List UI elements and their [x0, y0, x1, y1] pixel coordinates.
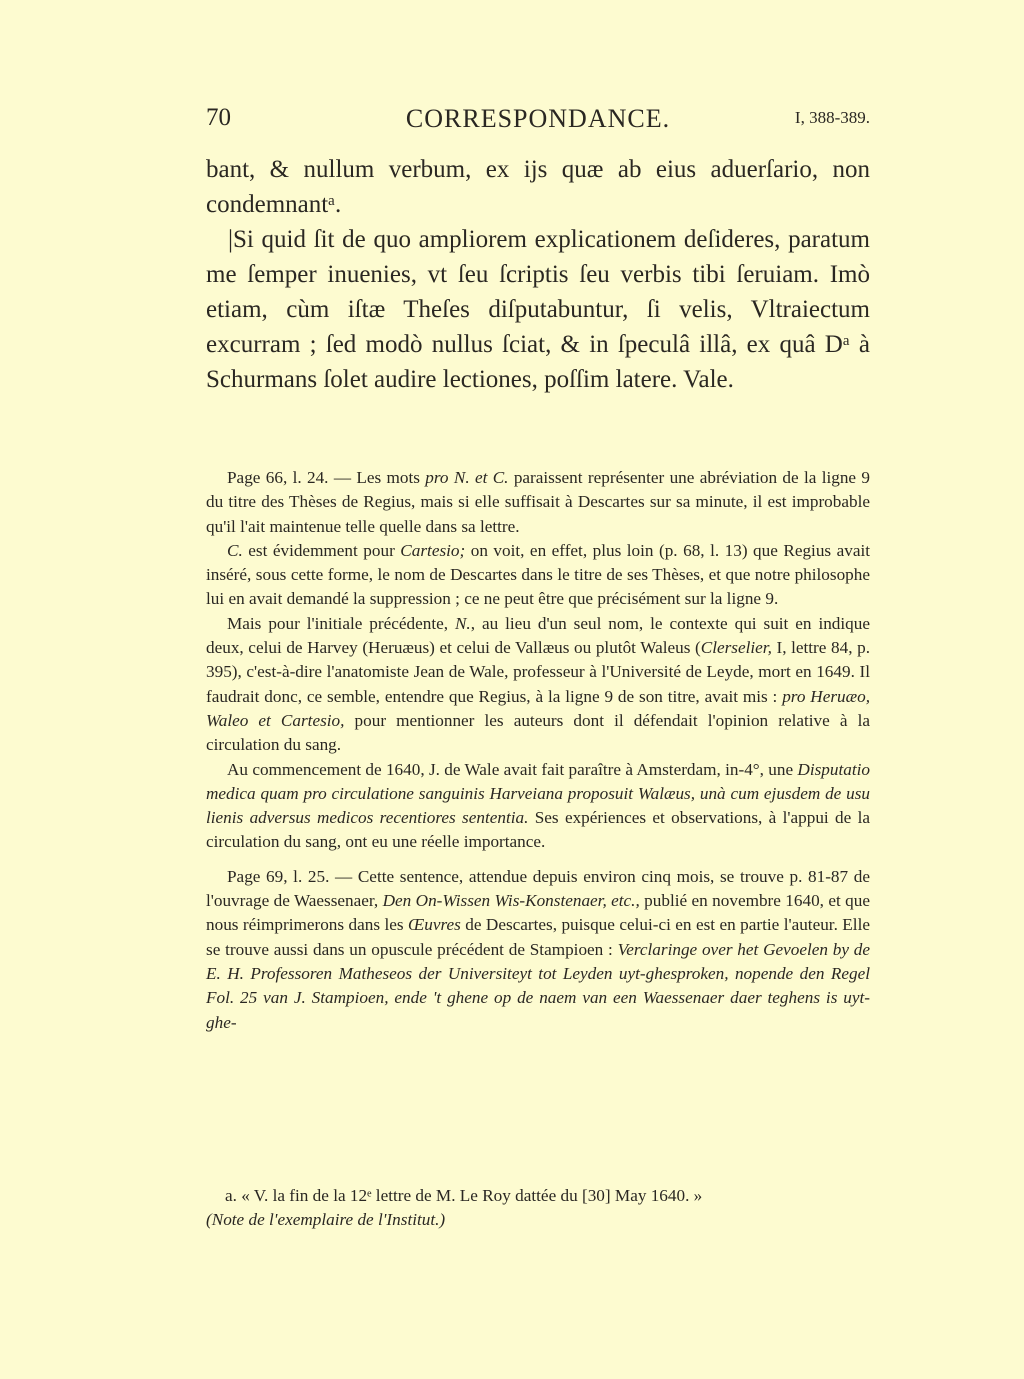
note-paragraph-1: Page 66, l. 24. — Les mots pro N. et C. paraissent représenter une abréviation de la ligne 9 du titre des Thèses de Regius, mais si elle suffisait à Descartes sur sa minute, il est improbable qu'il l'ait maintenue telle quelle dans sa lettre. [206, 468, 870, 536]
note-paragraph-4: Au commencement de 1640, J. de Wale avait fait paraître à Amsterdam, in-4°, une Disputatio medica quam pro circulatione sanguinis Harveiana proposuit Walæus, unà cum ejusdem de usu lienis adversus medicos recentiores sententia. Ses expériences et observations, à l'appui de la circulation du sang, ont eu une réelle importance. [206, 759, 870, 852]
note-paragraph-5: Page 69, l. 25. — Cette sentence, attendue depuis environ cinq mois, se trouve p. 81-87 de l'ouvrage de Waessenaer, Den On-Wissen Wis-Konstenaer, etc., publié en novembre 1640, et que nous réimprimerons dans les Œuvres de Descartes, puisque celui-ci en est en partie l'auteur. Elle se trouve aussi dans un opuscule précédent de Stampioen : Verclaringe over het Gevoelen by de E. H. Professoren Matheseos der Universiteyt tot Leyden uyt-ghesproken, nopende den Regel Fol. 25 van J. Stampioen, ende 't ghene op de naem van een Waessenaer daer teghens is uyt-ghe- [206, 866, 871, 1032]
latin-paragraph-2: |Si quid ſit de quo ampliorem explicationem deſideres, paratum me ſemper inuenies, vt ſeu ſcriptis ſeu verbis tibi ſeruiam. Imò etiam, cùm iſtæ Theſes diſputabuntur, ſi velis, Vltraiectum excurram ; ſed modò nullus ſciat, & in ſpeculâ illâ, ex quâ Dᵃ à Schurmans ſolet audire lectiones, poſſim latere. Vale. [206, 226, 870, 393]
page-number: 70 [206, 104, 231, 131]
latin-letter-text [206, 152, 870, 397]
note-paragraph-3: Mais pour l'initiale précédente, N., au lieu d'un seul nom, le contexte qui suit en indique deux, celui de Harvey (Heruæus) et celui de Vallæus ou plutôt Waleus (Clerselier, I, lettre 84, p. 395), c'est-à-dire l'anatomiste Jean de Wale, professeur à l'Université de Leyde, mort en 1649. Il faudrait donc, ce semble, entendre que Regius, à la ligne 9 de son titre, avait mis : pro Heruæo, Waleo et Cartesio, pour mentionner les auteurs dont il défendait l'opinion relative à la circulation du sang. [206, 613, 870, 755]
latin-paragraph-1: bant, & nullum verbum, ex ijs quæ ab eius aduerſario, non condemnantᵃ. [206, 156, 870, 218]
footnote [206, 1184, 870, 1233]
letter-reference: I, 388-389. [794, 108, 870, 127]
running-head [206, 104, 870, 140]
footnote-line-1: a. « V. la fin de la 12ᵉ lettre de M. Le Roy dattée du [30] May 1640. » [225, 1186, 703, 1205]
note-paragraph-2: C. est évidemment pour Cartesio; on voit, en effet, plus loin (p. 68, l. 13) que Regius avait inséré, sous cette forme, le nom de Descartes dans le titre de ses Thèses, et que notre philosophe lui en avait demandé la suppression ; ce ne peut être que précisément sur la ligne 9. [206, 540, 870, 609]
editorial-notes [206, 466, 870, 1035]
footnote-line-2: (Note de l'exemplaire de l'Institut.) [206, 1210, 446, 1230]
running-title: CORRESPONDANCE. [405, 104, 671, 133]
